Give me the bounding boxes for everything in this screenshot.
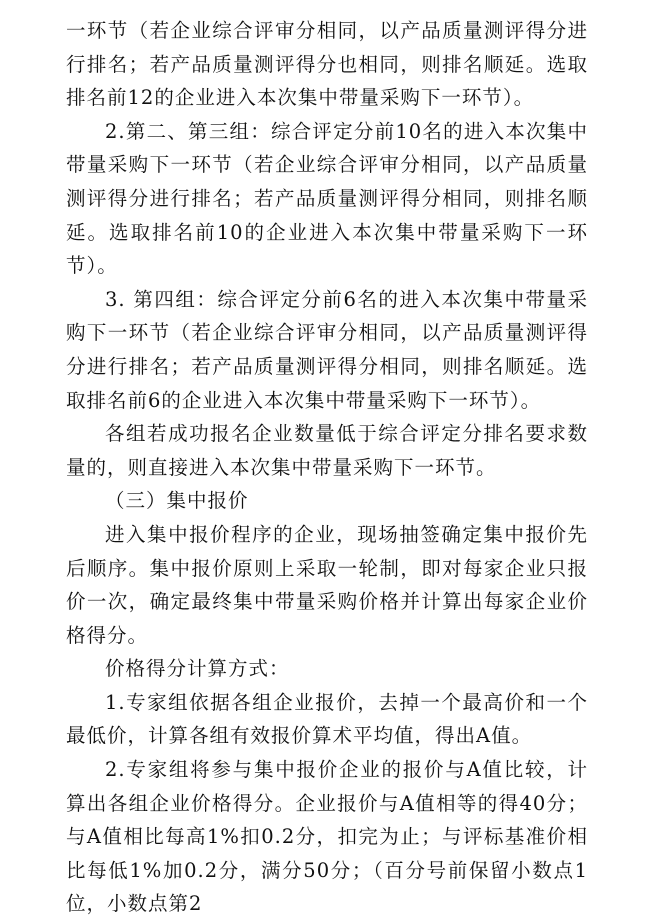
paragraph-price-score-step1: 1.专家组依据各组企业报价，去掉一个最高价和一个最低价，计算各组有效报价算术平均值，得出A值。	[66, 690, 588, 748]
paragraph-quotation-procedure: 进入集中报价程序的企业，现场抽签确定集中报价先后顺序。集中报价原则上采取一轮制，即对每家企业只报价一次，确定最终集中带量采购价格并计算出每家企业价格得分。	[66, 522, 588, 647]
document-page	[66, 14, 588, 921]
paragraph-price-score-method-title: 价格得分计算方式：	[105, 657, 290, 681]
paragraph-continuation-group1: 一环节（若企业综合评审分相同，以产品质量测评得分进行排名；若产品质量测评得分也相同，则排名顺延。选取排名前12的企业进入本次集中带量采购下一环节）。	[66, 19, 588, 110]
section-heading-centralized-quotation: （三）集中报价	[105, 489, 249, 513]
paragraph-insufficient-count-rule: 各组若成功报名企业数量低于综合评定分排名要求数量的，则直接进入本次集中带量采购下一环节。	[66, 422, 588, 479]
paragraph-group4-rule: 3. 第四组：综合评定分前6名的进入本次集中带量采购下一环节（若企业综合评审分相同，以产品质量测评得分进行排名；若产品质量测评得分相同，则排名顺延。选取排名前6的企业进入本次集中带量采购下一环节）。	[66, 287, 588, 412]
paragraph-price-score-step2: 2.专家组将参与集中报价企业的报价与A值比较，计算出各组企业价格得分。企业报价与A值相等的得40分；与A值相比每高1%扣0.2分，扣完为止；与评标基准价相比每低1%加0.2分，满分50分；（百分号前保留小数点1位，小数点第2	[66, 758, 588, 916]
paragraph-group2-3-rule: 2.第二、第三组：综合评定分前10名的进入本次集中带量采购下一环节（若企业综合评审分相同，以产品质量测评得分进行排名；若产品质量测评得分相同，则排名顺延。选取排名前10的企业进入本次集中带量采购下一环节）。	[66, 119, 588, 278]
